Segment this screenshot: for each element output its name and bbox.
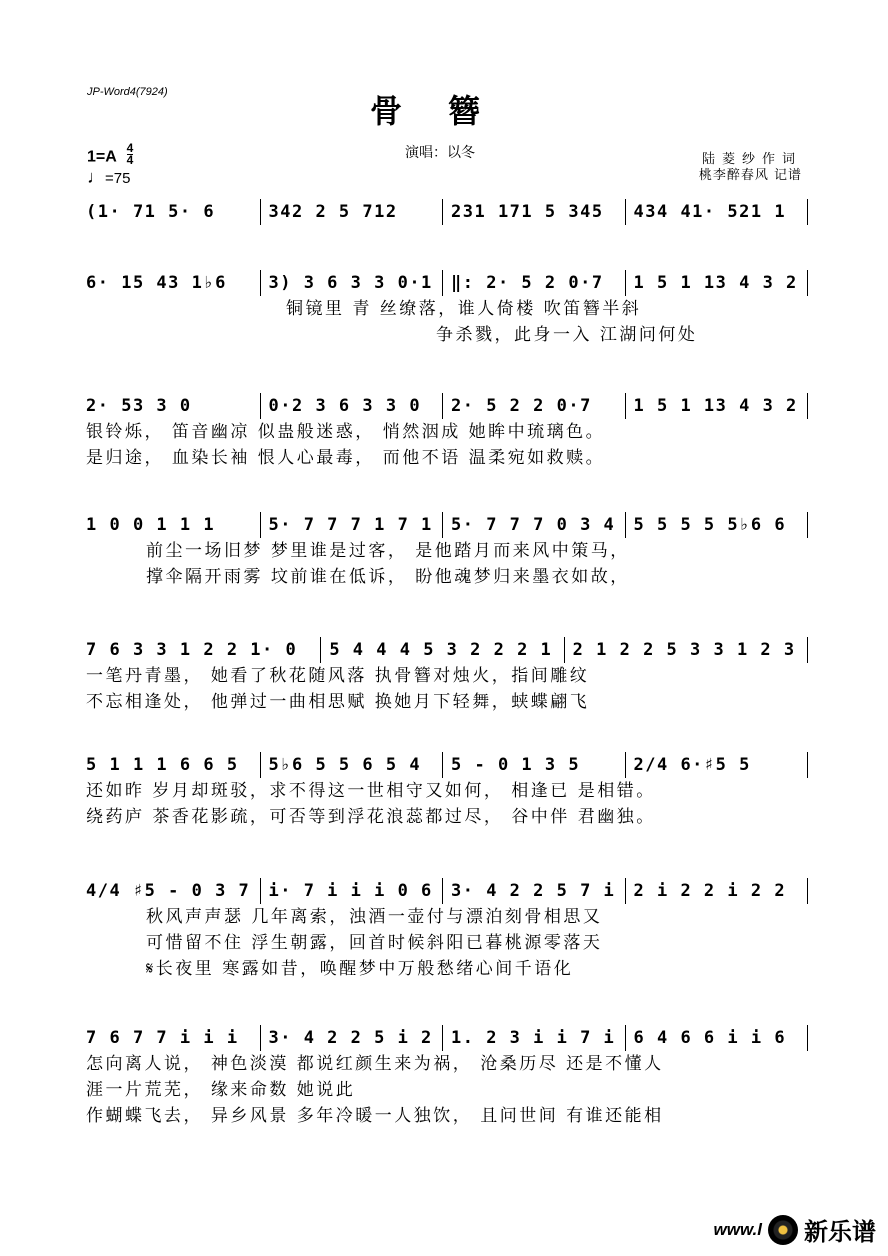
notation-line — [86, 637, 808, 663]
measure: (1· 71 5· 6 — [86, 199, 261, 225]
score-row — [86, 270, 808, 348]
measure: 2· 5 2 2 0·7 — [443, 393, 626, 419]
quarter-note-icon: ♩ — [87, 167, 105, 187]
lyric-line: 一笔丹青墨， 她看了秋花随风落 执骨簪对烛火，指间雕纹 — [86, 666, 590, 686]
measure: 6· 15 43 1♭6 — [86, 270, 261, 296]
measure: 2/4 6·♯5 5 — [626, 752, 809, 778]
measure: 3· 4 2 2 5 7 i — [443, 878, 626, 904]
lyric-line: 争杀戮，此身一入 江湖问何处 — [436, 325, 698, 345]
lyric-line: 涯一片荒芜， 缘来命数 她说此 — [86, 1080, 356, 1100]
measure: 5 5 5 5 5♭6 6 — [626, 512, 809, 538]
measure: 5 1 1 1 6 6 5 — [86, 752, 261, 778]
notation-line — [86, 393, 808, 419]
song-title: 骨簪 — [370, 92, 527, 130]
lyric-line: 作蝴蝶飞去， 异乡风景 多年冷暖一人独饮， 且问世间 有谁还能相 — [86, 1106, 664, 1126]
notation-line — [86, 1025, 808, 1051]
lyric-line: 怎向离人说， 神色淡漠 都说红颜生来为祸， 沧桑历尽 还是不懂人 — [86, 1054, 664, 1074]
singer-credit: 演唱：以冬 — [405, 145, 475, 161]
measure: 2 i 2 2 i 2 2 — [626, 878, 809, 904]
time-signature — [127, 143, 134, 166]
site-logo[interactable] — [714, 1212, 877, 1247]
score-row — [86, 637, 808, 715]
measure: 1 5 1 13 4 3 2 — [626, 393, 809, 419]
notation-line — [86, 752, 808, 778]
notation-line — [86, 199, 808, 225]
measure: 4/4 ♯5 - 0 3 7 — [86, 878, 261, 904]
lyric-line: 可惜留不住 浮生朝露，回首时候斜阳已暮桃源零落天 — [146, 933, 603, 953]
measure: 1. 2 3 i i 7 i — [443, 1025, 626, 1051]
measure: 342 2 5 712 — [261, 199, 444, 225]
score-row — [86, 1025, 808, 1129]
measure: 2 1 2 2 5 3 3 1 2 3 — [565, 637, 808, 663]
measure: ‖: 2· 5 2 0·7 — [443, 270, 626, 296]
measure: i· 7 i i i 0 6 — [261, 878, 444, 904]
key-label: 1=A — [87, 148, 117, 166]
notation-line — [86, 512, 808, 538]
measure: 1 0 0 1 1 1 — [86, 512, 261, 538]
site-brand: 新乐谱 — [804, 1218, 876, 1246]
measure: 3) 3 6 3 3 0·1 — [261, 270, 444, 296]
measure: 5♭6 5 5 6 5 4 — [261, 752, 444, 778]
lyric-line: 𝄋长夜里 寒露如昔，唤醒梦中万般愁绪心间千语化 — [146, 959, 574, 979]
site-url: www.l — [713, 1219, 762, 1239]
measure: 434 41· 521 1 — [626, 199, 809, 225]
measure: 2· 53 3 0 — [86, 393, 261, 419]
key-signature — [87, 141, 134, 169]
lyric-line: 铜镜里 青 丝缭落，谁人倚楼 吹笛簪半斜 — [286, 299, 642, 319]
score-row — [86, 752, 808, 830]
tempo-value: =75 — [105, 170, 131, 187]
tempo-marking — [87, 167, 130, 188]
lyric-line: 秋风声声瑟 几年离索，浊酒一壶付与漂泊刻骨相思又 — [146, 907, 603, 927]
lyric-line: 是归途， 血染长袖 恨人心最毒， 而他不语 温柔宛如救赎。 — [86, 448, 606, 468]
measure: 3· 4 2 2 5 i 2 — [261, 1025, 444, 1051]
notation-line — [86, 270, 808, 296]
record-disc-icon — [768, 1215, 798, 1245]
measure: 5· 7 7 7 0 3 4 — [443, 512, 626, 538]
lyric-line: 撑伞隔开雨雾 坟前谁在低诉， 盼他魂梦归来墨衣如故， — [146, 567, 630, 587]
score-row — [86, 878, 808, 982]
lyric-line: 银铃烁， 笛音幽凉 似蛊般迷惑， 悄然洇成 她眸中琉璃色。 — [86, 422, 606, 442]
measure: 7 6 7 7 i i i — [86, 1025, 261, 1051]
time-top: 4 — [126, 141, 134, 155]
measure: 7 6 3 3 1 2 2 1· 0 — [86, 637, 321, 663]
notation-line — [86, 878, 808, 904]
measure: 1 5 1 13 4 3 2 — [626, 270, 809, 296]
lyricist-credit: 陆菱纱作词 — [701, 152, 802, 167]
lyric-line: 绕药庐 茶香花影疏，可否等到浮花浪蕊都过尽， 谷中伴 君幽独。 — [86, 807, 656, 827]
lyric-line: 不忘相逢处， 他弹过一曲相思赋 换她月下轻舞，蛱蝶翩飞 — [86, 692, 590, 712]
score-row — [86, 199, 808, 225]
measure: 231 171 5 345 — [443, 199, 626, 225]
time-bottom: 4 — [126, 153, 134, 167]
measure: 6 4 6 6 i i 6 — [626, 1025, 809, 1051]
score-row — [86, 393, 808, 471]
software-label: JP-Word4(7924) — [87, 86, 168, 98]
measure: 5 - 0 1 3 5 — [443, 752, 626, 778]
transcriber-credit: 桃李醉春风 记谱 — [698, 168, 802, 183]
measure: 5· 7 7 7 1 7 1 — [261, 512, 444, 538]
measure: 0·2 3 6 3 3 0 — [261, 393, 444, 419]
measure: 5 4 4 4 5 3 2 2 2 1 — [321, 637, 564, 663]
lyric-line: 前尘一场旧梦 梦里谁是过客， 是他踏月而来风中策马， — [146, 541, 630, 561]
lyric-line: 还如昨 岁月却斑驳，求不得这一世相守又如何， 相逢已 是相错。 — [86, 781, 656, 801]
score-row — [86, 512, 808, 590]
